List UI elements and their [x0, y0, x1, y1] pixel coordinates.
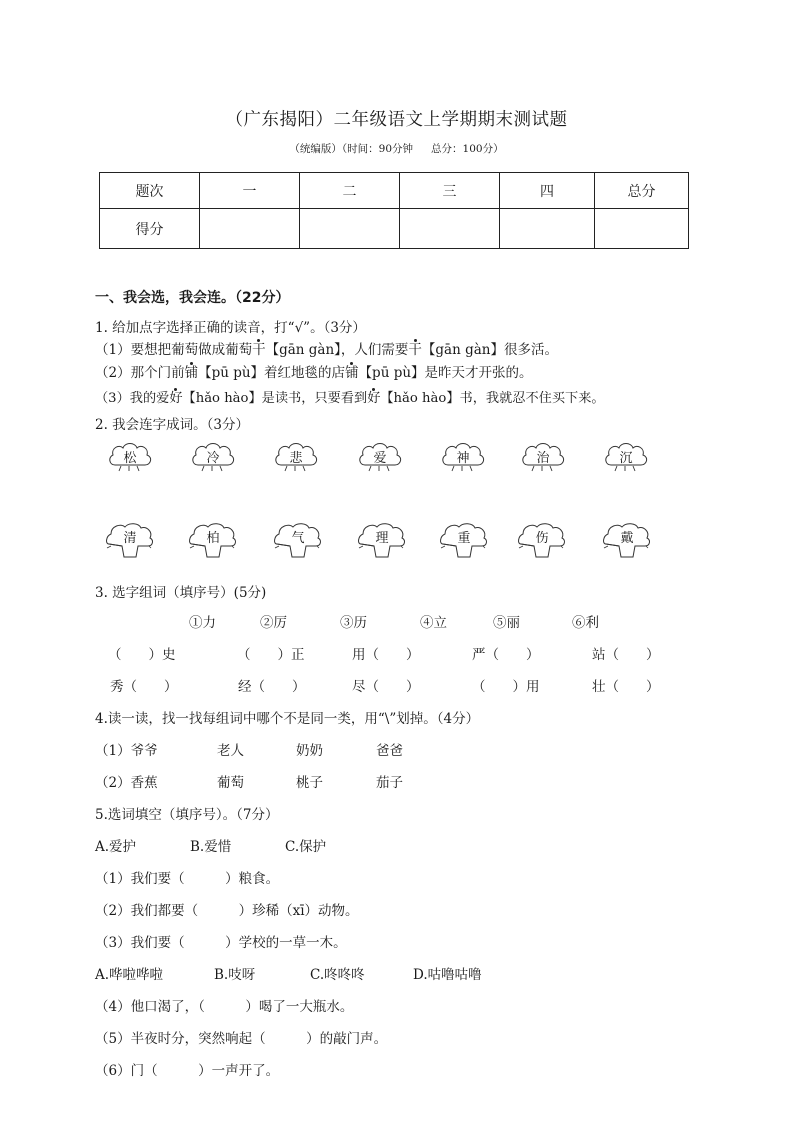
- q2-cloud-top[interactable]: [520, 439, 566, 473]
- score-input-cell[interactable]: [500, 209, 595, 249]
- q1-line-1: [95, 338, 558, 358]
- q5-sentence[interactable]: （4）他口渴了，（ ）喝了一大瓶水。: [95, 999, 354, 1015]
- q3-option: ③历: [340, 615, 367, 631]
- score-table: [99, 172, 689, 249]
- q5-option: D.咕噜咕噜: [413, 967, 482, 983]
- dotted-char: 干: [408, 342, 422, 358]
- q2-char: 治: [536, 451, 550, 466]
- text: 【hǎo hào】书，我就忍不住买下来。: [380, 391, 605, 406]
- q5-sentence[interactable]: （5）半夜时分，突然响起（ ）的敲门声。: [95, 1031, 388, 1047]
- q1-line-2: [95, 361, 533, 381]
- q2-char: 松: [123, 451, 137, 466]
- q1-line-3: [95, 387, 605, 406]
- score-input-cell[interactable]: [595, 209, 689, 249]
- q2-char: 重: [457, 531, 471, 546]
- total-label: 总分：100分）: [431, 143, 504, 155]
- score-input-cell[interactable]: [400, 209, 500, 249]
- q3-option: ①力: [189, 615, 216, 631]
- q2-char: 神: [456, 451, 470, 466]
- q5-option: A.哗啦哗啦: [95, 967, 164, 983]
- q2-char: 伤: [535, 531, 549, 546]
- q4-prompt: 4.读一读，找一找每组词中哪个不是同一类，用“\”划掉。（4分）: [95, 711, 480, 727]
- q2-prompt: 2. 我会连字成词。（3分）: [95, 417, 250, 433]
- section-heading: 一、我会选，我会连。（22分）: [95, 290, 290, 306]
- score-cell: 总分: [595, 173, 689, 209]
- q2-char: 理: [375, 531, 389, 546]
- q5-sentence[interactable]: （3）我们要（ ）学校的一草一木。: [95, 935, 347, 951]
- text: 【gān gàn】，人们需要: [265, 342, 409, 358]
- text: （3）我的爱: [95, 391, 170, 406]
- q2-mushroom-bottom[interactable]: [188, 520, 238, 560]
- text: 【pū pù】着红地毯的店: [198, 365, 346, 381]
- text: 【gān gàn】很多活。: [421, 342, 558, 358]
- q2-mushroom-bottom[interactable]: [602, 520, 652, 560]
- q4-word[interactable]: （2）香蕉: [95, 775, 158, 791]
- q4-word[interactable]: 老人: [217, 743, 244, 759]
- q4-word[interactable]: 葡萄: [217, 775, 244, 791]
- q3-prompt: 3. 选字组词（填序号）(5分): [95, 585, 267, 601]
- edition-label: （统编版）: [289, 143, 342, 155]
- q3-option: ④立: [420, 615, 447, 631]
- score-table-score-row: [100, 209, 689, 249]
- q2-mushroom-bottom[interactable]: [439, 520, 489, 560]
- score-table-header-row: [100, 173, 689, 209]
- text: （2）那个门前: [95, 365, 185, 381]
- score-input-cell[interactable]: [200, 209, 300, 249]
- q2-mushroom-bottom[interactable]: [357, 520, 407, 560]
- q2-mushroom-bottom[interactable]: [517, 520, 567, 560]
- q2-char: 沉: [619, 451, 633, 466]
- score-cell: 二: [300, 173, 400, 209]
- q3-blank[interactable]: 尽（ ）: [352, 679, 420, 695]
- page-subtitle: [0, 141, 793, 156]
- q4-word[interactable]: 奶奶: [296, 743, 323, 759]
- text: 【pū pù】是昨天才开张的。: [358, 365, 533, 381]
- q3-blank[interactable]: 站（ ）: [592, 647, 660, 663]
- q2-cloud-top[interactable]: [273, 439, 319, 473]
- q3-blank[interactable]: （ ）用: [472, 679, 540, 695]
- q5-sentence[interactable]: （1）我们要（ ）粮食。: [95, 871, 280, 887]
- q3-blank[interactable]: 严（ ）: [472, 647, 540, 663]
- text: 【hǎo hào】是读书，只要看到: [182, 391, 368, 406]
- q3-blank[interactable]: 秀（ ）: [110, 679, 178, 695]
- q2-cloud-top[interactable]: [107, 439, 153, 473]
- q4-word[interactable]: 茄子: [376, 775, 403, 791]
- q5-prompt: 5.选词填空（填序号）。（7分）: [95, 807, 279, 823]
- q2-cloud-top[interactable]: [440, 439, 486, 473]
- q4-word[interactable]: 桃子: [296, 775, 323, 791]
- q5-sentence[interactable]: （2）我们都要（ ）珍稀（xī）动物。: [95, 903, 359, 919]
- page-title: （广东揭阳）二年级语文上学期期末测试题: [225, 110, 568, 130]
- q5-option: B.吱呀: [214, 967, 256, 983]
- score-input-cell[interactable]: [300, 209, 400, 249]
- score-cell: 三: [400, 173, 500, 209]
- dotted-char: 铺: [345, 365, 359, 381]
- q2-char: 爱: [373, 451, 387, 466]
- dotted-char: 铺: [184, 365, 199, 381]
- time-label: （时间：90分钟: [341, 143, 414, 155]
- q4-word[interactable]: （1）爷爷: [95, 743, 158, 759]
- q2-char: 清: [123, 531, 137, 546]
- score-cell: 得分: [100, 209, 200, 249]
- q2-mushroom-bottom[interactable]: [105, 520, 155, 560]
- q2-char: 柏: [206, 531, 220, 546]
- q5-option: C.咚咚咚: [310, 967, 365, 983]
- q3-option: ⑤丽: [493, 615, 520, 631]
- dotted-char: 好: [367, 391, 381, 406]
- q2-char: 戴: [620, 531, 634, 546]
- dotted-char: 干: [252, 342, 266, 358]
- q2-char: 气: [291, 531, 305, 546]
- q2-char: 悲: [289, 451, 303, 466]
- score-cell: 一: [200, 173, 300, 209]
- q2-cloud-top[interactable]: [603, 439, 649, 473]
- q3-option: ⑥利: [572, 615, 599, 631]
- q2-cloud-top[interactable]: [190, 439, 236, 473]
- q5-option: A.爱护: [95, 839, 137, 855]
- q3-blank[interactable]: （ ）正: [237, 647, 305, 663]
- q3-blank[interactable]: 壮（ ）: [592, 679, 660, 695]
- text: （1）要想把葡萄做成葡萄: [95, 342, 253, 358]
- q5-option: B.爱惜: [190, 839, 232, 855]
- q3-blank[interactable]: 用（ ）: [352, 647, 420, 663]
- q4-word[interactable]: 爸爸: [376, 743, 403, 759]
- dotted-char: 好: [169, 391, 183, 406]
- q3-blank[interactable]: 经（ ）: [238, 679, 306, 695]
- q2-mushroom-bottom[interactable]: [273, 520, 323, 560]
- q1-prompt: 1. 给加点字选择正确的读音，打“√”。（3分）: [95, 320, 366, 336]
- q2-char: 冷: [206, 451, 220, 466]
- q3-blank[interactable]: （ ）史: [108, 647, 176, 663]
- q5-option: C.保护: [285, 839, 327, 855]
- q3-option: ②厉: [260, 615, 287, 631]
- q2-cloud-top[interactable]: [357, 439, 403, 473]
- score-cell: 题次: [100, 173, 200, 209]
- score-cell: 四: [500, 173, 595, 209]
- q5-sentence[interactable]: （6）门（ ）一声开了。: [95, 1063, 280, 1079]
